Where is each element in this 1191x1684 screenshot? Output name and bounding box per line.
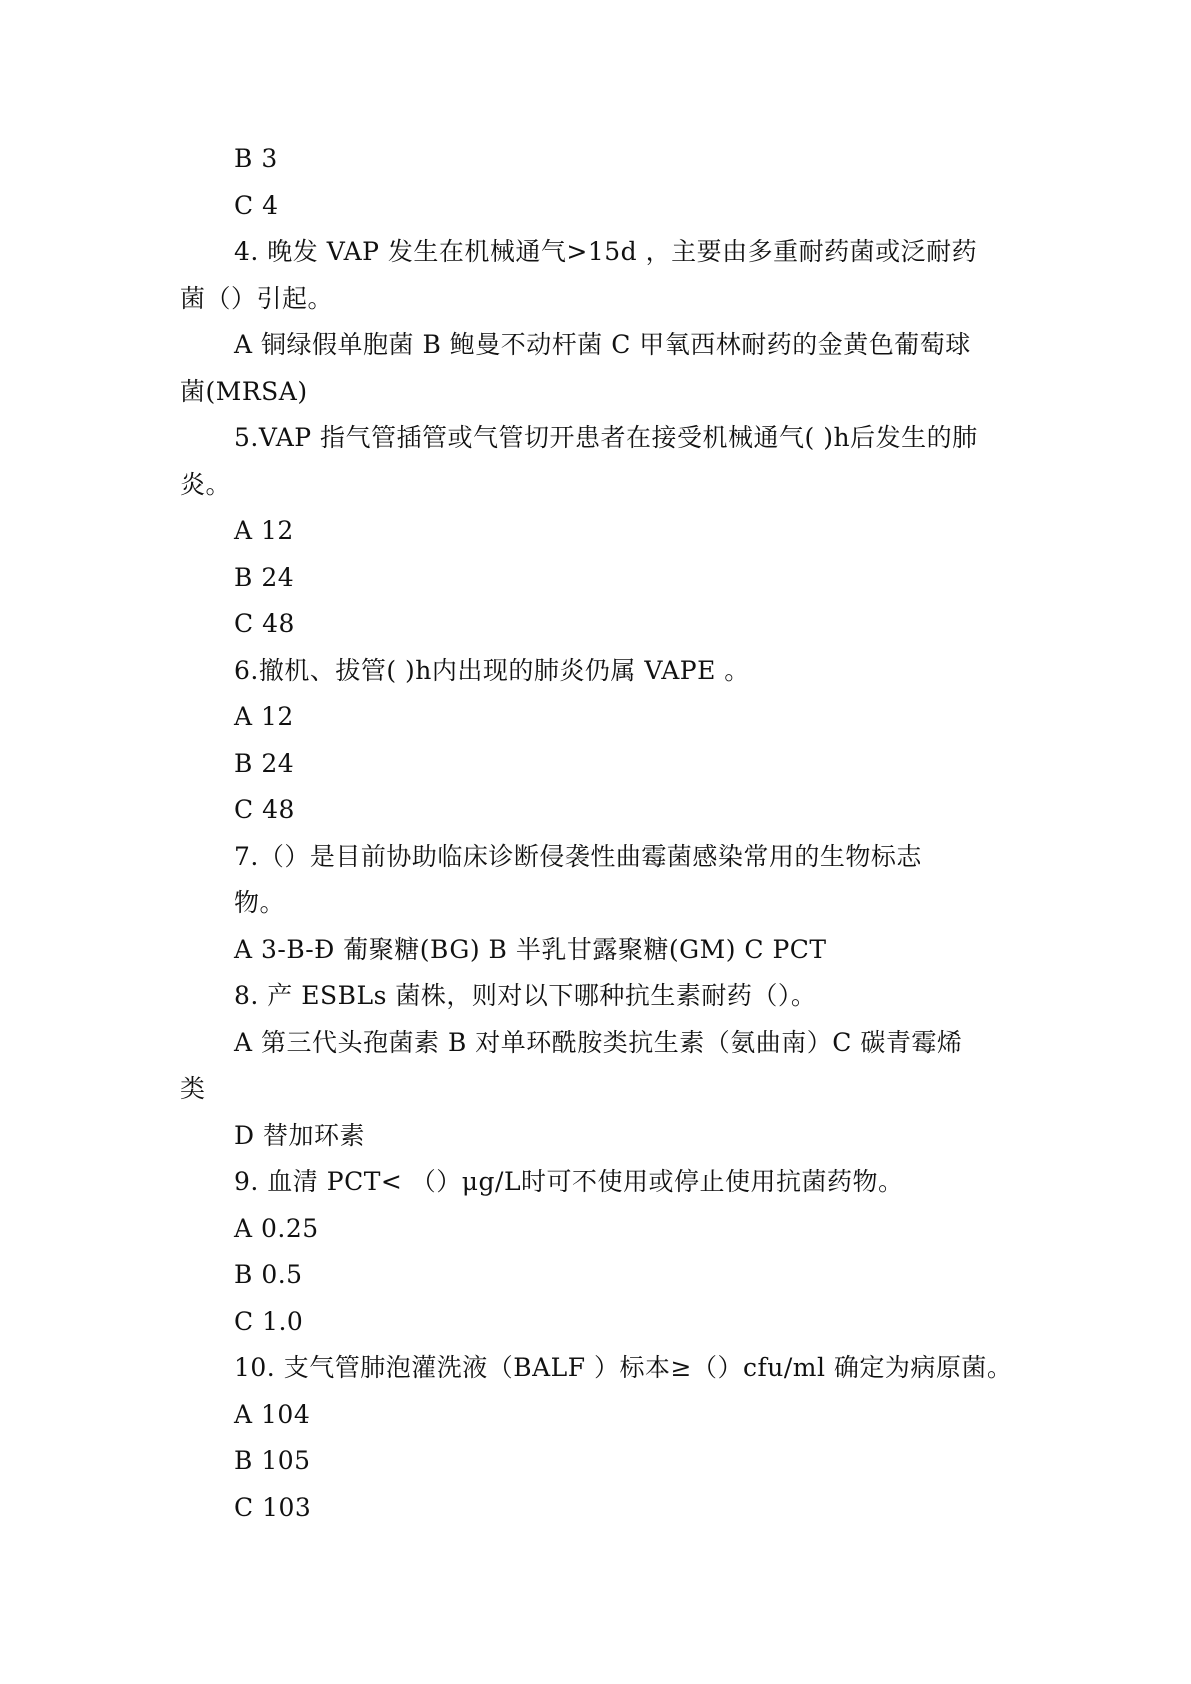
question-7-options-line: A 3-Β-Đ 葡聚糖(BG) B 半乳甘露聚糖(GM) C PCT: [234, 934, 827, 964]
question-6-line: 6.撤机、拔管( )h内出现的肺炎仍属 VAPE 。: [234, 655, 750, 685]
question-8-options-continuation: 类: [180, 1074, 206, 1103]
option-line: C 4: [234, 190, 279, 220]
option-line: C 103: [234, 1492, 312, 1522]
option-line: A 104: [234, 1399, 311, 1429]
question-7-line: 7.（）是目前协助临床诊断侵袭性曲霉菌感染常用的生物标志: [234, 841, 922, 871]
question-4-options-continuation: 菌(MRSA): [180, 376, 308, 406]
option-line: B 105: [234, 1446, 311, 1475]
question-10-line: 10. 支气管肺泡灌洗液（BALF ）标本≥（）cfu/ml 确定为病原菌。: [234, 1353, 1013, 1382]
option-line: A 12: [234, 516, 294, 545]
option-line: B 3: [234, 144, 278, 173]
option-line: C 48: [234, 609, 295, 638]
option-line: A 12: [234, 702, 294, 731]
document-body: [180, 136, 1030, 1531]
question-8-options-line: A 第三代头孢菌素 B 对单环酰胺类抗生素（氨曲南）C 碳青霉烯: [234, 1027, 963, 1057]
question-5-line: 5.VAP 指气管插管或气管切开患者在接受机械通气( )h后发生的肺: [234, 423, 978, 452]
question-4-options-line: A 铜绿假单胞菌 B 鲍曼不动杆菌 C 甲氧西林耐药的金黄色葡萄球: [234, 330, 971, 359]
question-4-line: 4. 晚发 VAP 发生在机械通气>15d ，主要由多重耐药菌或泛耐药: [234, 237, 978, 266]
option-line: C 1.0: [234, 1306, 304, 1336]
option-line: D 替加环素: [234, 1120, 365, 1150]
option-line: B 24: [234, 748, 295, 778]
question-5-continuation: 炎。: [180, 469, 232, 499]
option-line: C 48: [234, 795, 295, 824]
option-line: A 0.25: [234, 1213, 319, 1243]
question-8-line: 8. 产 ESBLs 菌株，则对以下哪种抗生素耐药（）。: [234, 981, 817, 1010]
option-line: B 0.5: [234, 1260, 303, 1289]
question-7-continuation: 物。: [234, 888, 286, 917]
question-4-continuation: 菌（）引起。: [180, 283, 334, 313]
question-9-line: 9. 血清 PCT< （）μg/L时可不使用或停止使用抗菌药物。: [234, 1167, 904, 1196]
option-line: B 24: [234, 562, 295, 592]
